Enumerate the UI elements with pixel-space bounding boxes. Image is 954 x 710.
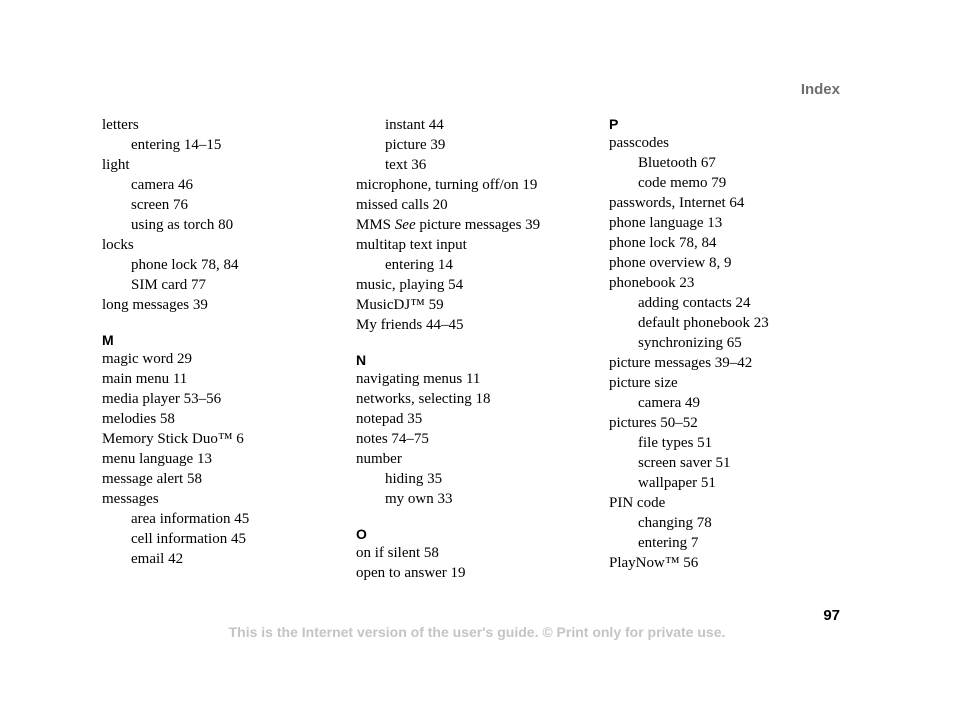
index-subentry: code memo 79 [638, 175, 727, 191]
index-subentry: camera 49 [638, 395, 701, 411]
index-subentry: hiding 35 [385, 471, 443, 487]
index-subentry: SIM card 77 [131, 277, 206, 293]
index-entry: MusicDJ™ 59 [356, 297, 444, 313]
index-entry-text: picture messages 39 [415, 217, 541, 233]
index-entry: multitap text input [356, 237, 467, 253]
index-subentry: camera 46 [131, 177, 194, 193]
index-subentry: text 36 [385, 157, 427, 173]
index-entry: menu language 13 [102, 451, 212, 467]
footer-notice: This is the Internet version of the user's guide. © Print only for private use. [228, 624, 726, 640]
index-entry: letters [102, 117, 139, 133]
index-subentry: adding contacts 24 [638, 295, 751, 311]
index-column-1 [102, 115, 342, 569]
index-entry: PIN code [609, 495, 666, 511]
index-subentry: screen 76 [131, 197, 189, 213]
section-gap [356, 335, 596, 351]
index-entry: microphone, turning off/on 19 [356, 177, 538, 193]
index-entry: Memory Stick Duo™ 6 [102, 431, 244, 447]
index-entry: passcodes [609, 135, 669, 151]
index-entry: long messages 39 [102, 297, 208, 313]
index-entry: phone language 13 [609, 215, 723, 231]
index-entry: My friends 44–45 [356, 317, 464, 333]
index-entry: phone lock 78, 84 [609, 235, 717, 251]
index-entry: navigating menus 11 [356, 371, 481, 387]
index-letter-heading: O [356, 526, 367, 542]
cross-reference-see: See [394, 217, 416, 233]
index-subentry: instant 44 [385, 117, 444, 133]
index-subentry: file types 51 [638, 435, 713, 451]
index-entry: magic word 29 [102, 351, 192, 367]
index-entry: messages [102, 491, 159, 507]
index-subentry: email 42 [131, 551, 184, 567]
index-entry: media player 53–56 [102, 391, 222, 407]
index-subentry: phone lock 78, 84 [131, 257, 239, 273]
index-subentry: my own 33 [385, 491, 453, 507]
index-subentry: entering 14 [385, 257, 453, 273]
index-letter-heading: N [356, 352, 367, 368]
index-subentry: entering 14–15 [131, 137, 222, 153]
page-number: 97 [823, 607, 840, 624]
index-subentry: synchronizing 65 [638, 335, 742, 351]
index-entry: notes 74–75 [356, 431, 429, 447]
index-entry: picture size [609, 375, 678, 391]
index-subentry: Bluetooth 67 [638, 155, 716, 171]
index-subentry: wallpaper 51 [638, 475, 716, 491]
index-entry: notepad 35 [356, 411, 423, 427]
index-subentry: cell information 45 [131, 531, 246, 547]
index-entry: passwords, Internet 64 [609, 195, 745, 211]
index-letter-heading: P [609, 116, 619, 132]
index-entry: music, playing 54 [356, 277, 464, 293]
section-title: Index [800, 81, 840, 98]
index-entry: pictures 50–52 [609, 415, 698, 431]
index-entry: message alert 58 [102, 471, 202, 487]
index-column-3 [609, 115, 849, 573]
section-gap [102, 315, 342, 331]
index-entry [356, 215, 596, 235]
index-subentry: using as torch 80 [131, 217, 234, 233]
index-letter-heading: M [102, 332, 114, 348]
index-entry: networks, selecting 18 [356, 391, 491, 407]
index-subentry: entering 7 [638, 535, 699, 551]
index-entry: phonebook 23 [609, 275, 695, 291]
index-entry: open to answer 19 [356, 565, 466, 581]
index-column-2 [356, 115, 596, 583]
section-gap [356, 509, 596, 525]
index-entry: on if silent 58 [356, 545, 439, 561]
index-entry: PlayNow™ 56 [609, 555, 699, 571]
index-entry: main menu 11 [102, 371, 188, 387]
index-entry: melodies 58 [102, 411, 175, 427]
index-entry: missed calls 20 [356, 197, 448, 213]
index-entry: picture messages 39–42 [609, 355, 753, 371]
index-entry: light [102, 157, 130, 173]
index-subentry: picture 39 [385, 137, 446, 153]
index-subentry: default phonebook 23 [638, 315, 769, 331]
index-entry: locks [102, 237, 134, 253]
index-entry: number [356, 451, 402, 467]
index-entry: phone overview 8, 9 [609, 255, 732, 271]
index-subentry: area information 45 [131, 511, 250, 527]
index-subentry: changing 78 [638, 515, 712, 531]
index-subentry: screen saver 51 [638, 455, 731, 471]
index-entry-text: MMS [356, 217, 395, 233]
